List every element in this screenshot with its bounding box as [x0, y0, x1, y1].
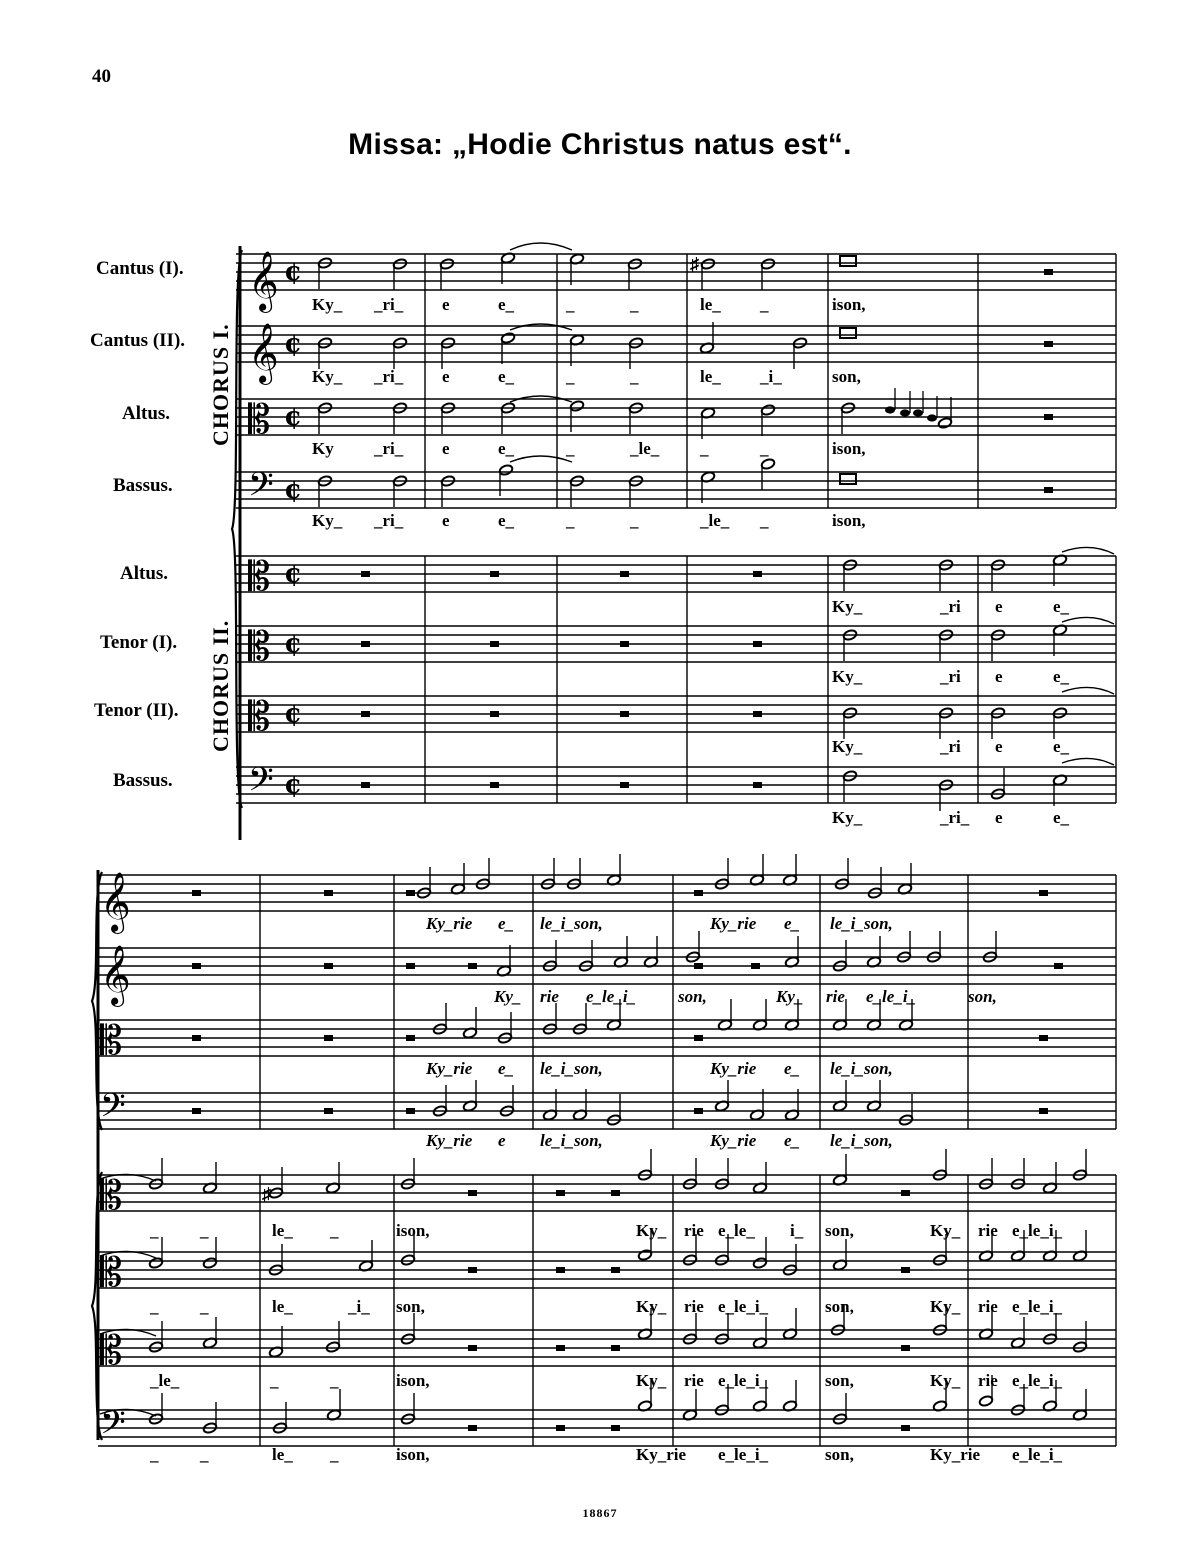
rest: [753, 571, 762, 577]
lyric-syllable: _: [760, 295, 769, 314]
bass-clef-icon: 𝄢: [248, 466, 274, 512]
lyric-syllable: e_: [784, 1059, 801, 1078]
rest: [694, 963, 703, 969]
half-note: [714, 1254, 729, 1266]
lyric-syllable: e_: [784, 1131, 801, 1150]
half-note: [392, 337, 407, 349]
half-note: [842, 707, 857, 719]
bass-clef-icon: 𝄢: [100, 1404, 126, 1450]
staff-system1-2: [236, 326, 1116, 362]
lyric-syllable: son,: [832, 367, 861, 386]
cut-time-icon: ¢: [284, 629, 303, 659]
lyric-syllable: _: [566, 295, 575, 314]
half-note: [628, 337, 643, 349]
half-note: [978, 1395, 993, 1407]
lyric-syllable: e: [995, 667, 1003, 686]
lyric-syllable: rie: [826, 987, 845, 1006]
rest: [620, 711, 629, 717]
voice-label-tenor2: Tenor (II).: [94, 700, 179, 721]
lyric-syllable: Ky_rie: [426, 1131, 473, 1150]
rest: [468, 1267, 477, 1273]
half-note: [148, 1341, 163, 1353]
cut-time-icon: ¢: [284, 329, 303, 359]
cut-time-icon: ¢: [284, 699, 303, 729]
rest: [406, 1108, 415, 1114]
lyric-syllable: Ky_: [832, 737, 863, 756]
cut-time-icon: ¢: [284, 475, 303, 505]
lyric-syllable: _: [150, 1445, 159, 1464]
rest: [324, 963, 333, 969]
lyric-syllable: son,: [825, 1221, 854, 1240]
half-note: [627, 258, 642, 270]
page-title: Missa: „Hodie Christus natus est“.: [348, 128, 852, 161]
half-note: [700, 258, 715, 270]
lyric-syllable: Ky_: [636, 1221, 667, 1240]
tie: [510, 243, 572, 250]
lyric-syllable: Ky_: [930, 1221, 961, 1240]
breve-note: [840, 474, 856, 484]
lyric-syllable: rie: [978, 1371, 998, 1390]
rest: [468, 1425, 477, 1431]
lyric-syllable: Ky_: [832, 597, 863, 616]
rest: [361, 711, 370, 717]
plate-number: 18867: [582, 1506, 618, 1520]
rest: [192, 1108, 201, 1114]
lyric-syllable: son,: [968, 987, 997, 1006]
lyric-syllable: _: [566, 511, 575, 530]
rest: [751, 963, 760, 969]
lyric-syllable: e_: [1053, 808, 1070, 827]
tie: [1062, 687, 1114, 694]
cut-time-icon: ¢: [284, 770, 303, 800]
rest: [556, 1267, 565, 1273]
lyric-syllable: ison,: [832, 511, 866, 530]
lyric-syllable: _: [630, 295, 639, 314]
lyric-syllable: _: [566, 439, 575, 458]
lyric-syllable: Ky_: [832, 808, 863, 827]
rest: [556, 1425, 565, 1431]
voice-label-cantus2: Cantus (II).: [90, 330, 186, 351]
lyric-syllable: le_: [700, 367, 721, 386]
treble-clef-icon: 𝄞: [100, 945, 131, 1005]
lyric-syllable: e: [442, 295, 450, 314]
rest: [490, 711, 499, 717]
staff-system3-1: [98, 1175, 1116, 1211]
half-note: [990, 707, 1005, 719]
lyric-syllable: e_le_i_: [718, 1371, 769, 1390]
lyric-syllable: le_i_son,: [540, 1131, 603, 1150]
lyric-syllable: e: [442, 439, 450, 458]
lyric-syllable: _ri_: [374, 439, 404, 458]
rest: [611, 1190, 620, 1196]
lyric-syllable: e: [995, 597, 1003, 616]
lyric-syllable: e: [995, 737, 1003, 756]
alto-clef-icon: 𝄡: [248, 624, 271, 670]
lyric-syllable: e_: [1053, 597, 1070, 616]
half-note: [760, 404, 775, 416]
lyric-syllable: le_: [272, 1297, 293, 1316]
half-note: [937, 417, 952, 429]
chorus-2-label: CHORUS II.: [208, 619, 233, 752]
rest: [361, 641, 370, 647]
half-note: [760, 258, 775, 270]
lyric-syllable: Ky_rie: [710, 1131, 757, 1150]
lyric-syllable: e_le_i_: [718, 1445, 769, 1464]
rest: [406, 963, 415, 969]
lyric-syllable: Ky_: [312, 295, 343, 314]
rest: [490, 641, 499, 647]
lyric-syllable: _i_: [348, 1297, 370, 1316]
lyric-syllable: _: [760, 511, 769, 530]
half-note: [325, 1341, 340, 1353]
lyric-syllable: son,: [678, 987, 707, 1006]
sharp-icon: ♯: [262, 1184, 271, 1204]
staff-system3-2: [98, 1252, 1116, 1288]
lyric-syllable: le_i_son,: [540, 1059, 603, 1078]
rest: [753, 711, 762, 717]
lyric-syllable: le_i_son,: [830, 914, 893, 933]
rest: [1039, 1035, 1048, 1041]
cut-time-icon: ¢: [284, 559, 303, 589]
rest: [753, 641, 762, 647]
lyric-syllable: _: [566, 367, 575, 386]
rest: [324, 890, 333, 896]
alto-clef-icon: 𝄡: [248, 694, 271, 740]
staff-system3-3: [98, 1330, 1116, 1366]
lyric-syllable: _ri_: [940, 808, 970, 827]
tie: [510, 456, 572, 462]
half-note: [682, 1254, 697, 1266]
alto-clef-icon: 𝄡: [100, 1173, 123, 1219]
lyric-syllable: le_: [272, 1221, 293, 1240]
rest: [1044, 341, 1053, 347]
tie: [1062, 758, 1114, 765]
lyric-syllable: _ri_: [374, 295, 404, 314]
half-note: [202, 1257, 217, 1269]
half-note: [400, 1254, 415, 1266]
half-note: [752, 1257, 767, 1269]
voice-label-bassus-2: Bassus.: [113, 770, 173, 791]
rest: [490, 782, 499, 788]
lyric-syllable: e_le_i_: [866, 987, 917, 1006]
half-note: [317, 337, 332, 349]
lyric-syllable: rie: [684, 1297, 704, 1316]
half-note: [148, 1257, 163, 1269]
half-note: [932, 1254, 947, 1266]
rest: [361, 571, 370, 577]
breve-note: [840, 328, 856, 338]
rest: [1044, 487, 1053, 493]
alto-clef-icon: 𝄡: [248, 397, 271, 443]
lyric-syllable: rie: [684, 1221, 704, 1240]
rest: [468, 963, 477, 969]
rest: [468, 1190, 477, 1196]
lyric-syllable: Ky: [312, 439, 334, 458]
alto-clef-icon: 𝄡: [248, 554, 271, 600]
rest: [753, 782, 762, 788]
alto-clef-icon: 𝄡: [100, 1018, 123, 1064]
voice-label-altus-2: Altus.: [120, 563, 169, 584]
lyric-syllable: _: [330, 1221, 339, 1240]
rest: [901, 1190, 910, 1196]
lyric-syllable: Ky_: [312, 367, 343, 386]
lyric-syllable: i_: [790, 1221, 804, 1240]
lyric-syllable: Ky_: [636, 1297, 667, 1316]
alto-clef-icon: 𝄡: [100, 1328, 123, 1374]
lyric-syllable: _: [150, 1221, 159, 1240]
lyric-syllable: son,: [825, 1297, 854, 1316]
rest: [556, 1190, 565, 1196]
rest: [490, 571, 499, 577]
lyric-syllable: Ky_: [776, 987, 804, 1006]
rest: [192, 890, 201, 896]
lyric-syllable: le_i_son,: [830, 1131, 893, 1150]
rest: [192, 963, 201, 969]
rest: [1039, 1108, 1048, 1114]
lyric-syllable: son,: [825, 1371, 854, 1390]
lyric-syllable: Ky_rie: [710, 1059, 757, 1078]
lyric-syllable: rie: [978, 1221, 998, 1240]
rest: [1054, 963, 1063, 969]
voice-label-cantus1: Cantus (I).: [96, 258, 184, 279]
chorus-1-label: CHORUS I.: [208, 323, 233, 446]
lyric-syllable: e_: [1053, 667, 1070, 686]
sharp-icon: ♯: [690, 254, 699, 274]
lyric-syllable: son,: [825, 1445, 854, 1464]
lyric-syllable: son,: [396, 1297, 425, 1316]
lyric-syllable: _ri_: [374, 511, 404, 530]
rest: [556, 1345, 565, 1351]
lyric-syllable: _: [200, 1445, 209, 1464]
lyric-syllable: e_: [1053, 737, 1070, 756]
lyric-syllable: e_le_i_: [1012, 1445, 1063, 1464]
half-note: [792, 337, 807, 349]
rest: [1039, 890, 1048, 896]
rest: [901, 1425, 910, 1431]
rest: [611, 1345, 620, 1351]
rest: [620, 571, 629, 577]
rest: [192, 1035, 201, 1041]
lyric-syllable: _: [150, 1297, 159, 1316]
lyric-syllable: le_i_son,: [540, 914, 603, 933]
treble-clef-icon: 𝄞: [248, 323, 279, 383]
rest: [694, 890, 703, 896]
lyric-syllable: Ky_rie: [426, 1059, 473, 1078]
lyric-syllable: le_: [272, 1445, 293, 1464]
rest: [901, 1345, 910, 1351]
rest: [1044, 414, 1053, 420]
page-number: 40: [92, 66, 111, 87]
lyric-syllable: rie: [684, 1371, 704, 1390]
lyric-syllable: _: [630, 511, 639, 530]
staff-system1-4: [236, 472, 1116, 508]
half-note: [1052, 707, 1067, 719]
quarter-note: [900, 409, 910, 416]
rest: [611, 1267, 620, 1273]
lyric-syllable: Ky_rie: [930, 1445, 981, 1464]
lyric-syllable: e_le_: [718, 1221, 755, 1240]
lyric-syllable: ison,: [396, 1371, 430, 1390]
rest: [694, 1035, 703, 1041]
lyric-syllable: Ky_rie: [426, 914, 473, 933]
lyric-syllable: rie: [978, 1297, 998, 1316]
half-note: [938, 707, 953, 719]
lyric-syllable: e_le_i_: [586, 987, 637, 1006]
staff-system1-1: [236, 254, 1116, 290]
lyric-syllable: e_: [498, 1059, 515, 1078]
rest: [901, 1267, 910, 1273]
tie: [1062, 617, 1114, 624]
cut-time-icon: ¢: [284, 402, 303, 432]
staff-system2-4: [98, 1093, 1116, 1129]
rest: [694, 1108, 703, 1114]
lyric-syllable: Ky_: [312, 511, 343, 530]
half-note: [439, 258, 454, 270]
bass-clef-icon: 𝄢: [100, 1087, 126, 1133]
rest: [620, 641, 629, 647]
half-note: [498, 464, 513, 476]
voice-label-bassus: Bassus.: [113, 475, 173, 496]
rest: [1044, 269, 1053, 275]
lyric-syllable: ison,: [396, 1221, 430, 1240]
rest: [611, 1425, 620, 1431]
lyric-syllable: e: [442, 367, 450, 386]
lyric-syllable: _: [630, 367, 639, 386]
rest: [406, 1035, 415, 1041]
alto-clef-icon: 𝄡: [100, 1250, 123, 1296]
half-note: [440, 337, 455, 349]
lyric-syllable: _le_: [700, 511, 730, 530]
lyric-syllable: e: [442, 511, 450, 530]
half-note: [760, 458, 775, 470]
lyric-syllable: le_i_son,: [830, 1059, 893, 1078]
lyric-syllable: _ri: [940, 597, 961, 616]
half-note: [1072, 1341, 1087, 1353]
lyric-syllable: Ky_: [636, 1371, 667, 1390]
lyric-syllable: e_: [498, 367, 515, 386]
rest: [620, 782, 629, 788]
lyric-syllable: e_le_i_: [1012, 1371, 1063, 1390]
lyric-syllable: Ky_rie: [636, 1445, 687, 1464]
half-note: [500, 332, 515, 344]
rest: [324, 1108, 333, 1114]
quarter-note: [885, 406, 895, 413]
rest: [324, 1035, 333, 1041]
lyric-syllable: ison,: [396, 1445, 430, 1464]
half-note: [637, 1249, 652, 1261]
breve-note: [840, 256, 856, 266]
lyric-syllable: e_: [784, 914, 801, 933]
lyric-syllable: e: [498, 1131, 506, 1150]
staff-system3-4: [98, 1410, 1116, 1446]
lyric-syllable: _: [270, 1371, 279, 1390]
quarter-note: [913, 409, 923, 416]
lyric-syllable: e_: [498, 295, 515, 314]
lyric-syllable: _ri: [940, 667, 961, 686]
lyric-syllable: e_le_i_: [718, 1297, 769, 1316]
half-note: [392, 258, 407, 270]
voice-label-altus: Altus.: [122, 403, 171, 424]
lyric-syllable: e_: [498, 511, 515, 530]
lyric-syllable: _: [330, 1445, 339, 1464]
treble-clef-icon: 𝄞: [248, 251, 279, 311]
treble-clef-icon: 𝄞: [100, 872, 131, 932]
lyric-syllable: Ky_: [930, 1297, 961, 1316]
quarter-note: [927, 414, 937, 421]
bass-clef-icon: 𝄢: [248, 761, 274, 807]
lyric-syllable: ison,: [832, 439, 866, 458]
rest: [406, 890, 415, 896]
lyric-syllable: Ky_: [494, 987, 522, 1006]
lyric-syllable: e: [995, 808, 1003, 827]
lyric-syllable: Ky_: [930, 1371, 961, 1390]
lyric-syllable: _le_: [150, 1371, 180, 1390]
lyric-syllable: e_le_i_: [1012, 1297, 1063, 1316]
lyric-syllable: e_le_i_: [1012, 1221, 1063, 1240]
lyric-syllable: _: [760, 439, 769, 458]
lyric-syllable: _: [330, 1371, 339, 1390]
staff-system2-2: [98, 948, 1116, 984]
lyric-syllable: e_: [498, 439, 515, 458]
lyric-syllable: _i_: [760, 367, 782, 386]
lyric-syllable: _ri: [940, 737, 961, 756]
lyric-syllable: rie: [540, 987, 559, 1006]
lyric-syllable: _ri_: [374, 367, 404, 386]
tie: [510, 324, 572, 330]
tie: [1062, 547, 1114, 554]
voice-label-tenor1: Tenor (I).: [100, 632, 178, 653]
lyric-syllable: _: [200, 1221, 209, 1240]
lyric-syllable: _: [700, 439, 709, 458]
lyric-syllable: ison,: [832, 295, 866, 314]
rest: [361, 782, 370, 788]
lyric-syllable: _le_: [630, 439, 660, 458]
lyric-syllable: e_: [498, 914, 515, 933]
lyric-syllable: le_: [700, 295, 721, 314]
lyric-syllable: Ky_: [832, 667, 863, 686]
cut-time-icon: ¢: [284, 257, 303, 287]
lyric-syllable: Ky_rie: [710, 914, 757, 933]
rest: [468, 1345, 477, 1351]
staff-system1-3: [236, 399, 1116, 435]
lyric-syllable: _: [200, 1297, 209, 1316]
